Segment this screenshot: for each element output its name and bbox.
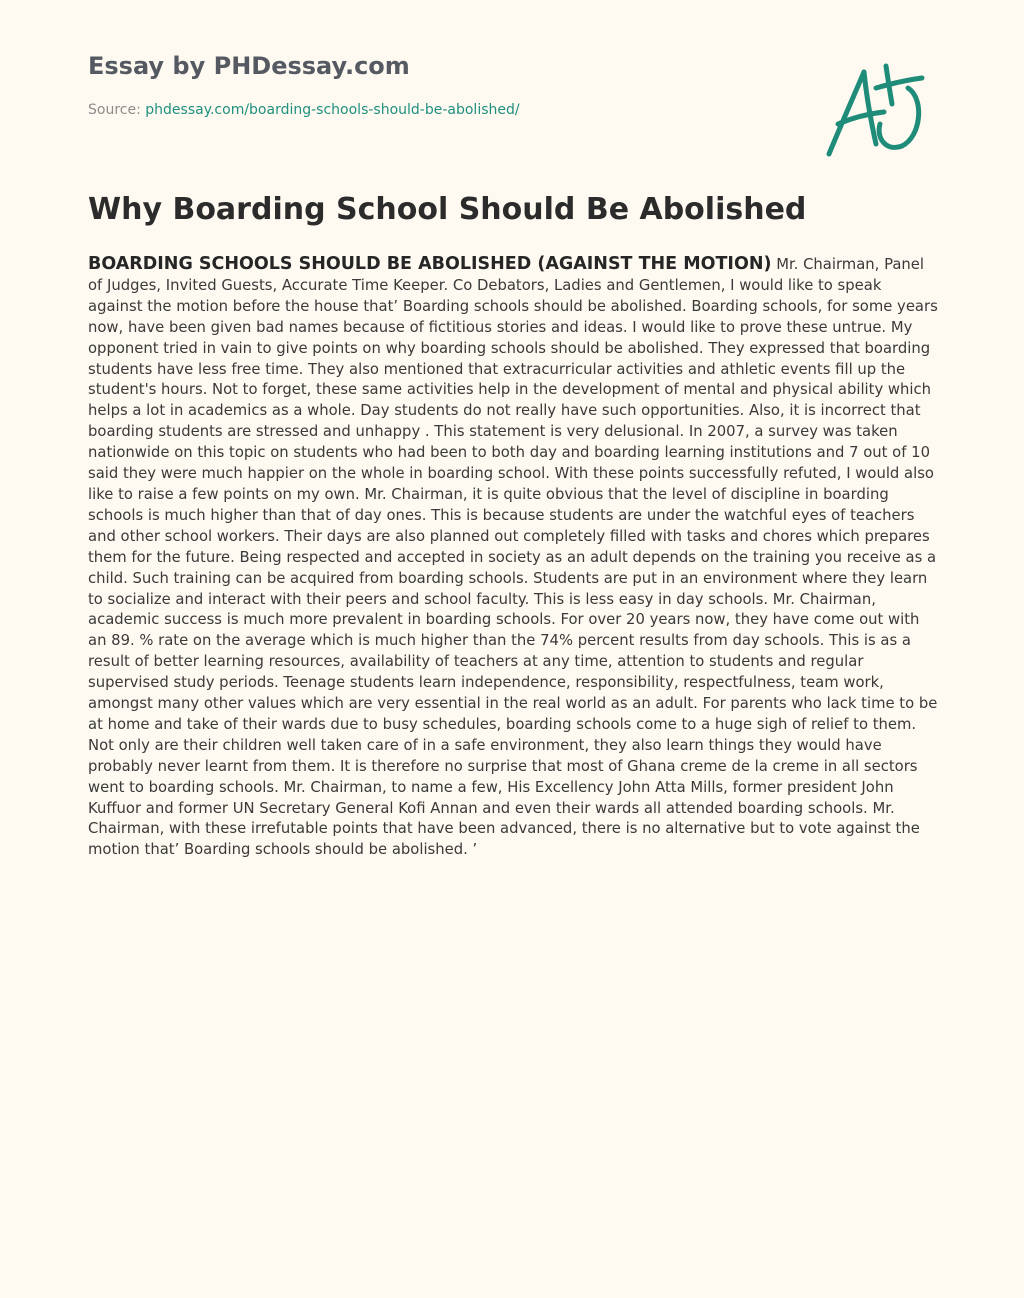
essay-text: Mr. Chairman, Panel of Judges, Invited Guests, Accurate Time Keeper. Co Debators, Ladies and Gentlemen, I would like to speak against the motion before the house that’ Boarding schools should be abolished. Boarding schools, for some years now, have been given bad names because of fictitious stories and ideas. I would like to prove these untrue. My opponent tried in vain to give points on why boarding schools should be abolished. They expressed that boarding students have less free time. They also mentioned that extracurricular activities and athletic events fill up the student's hours. Not to forget, these same activities help in the development of mental and physical ability which helps a lot in academics as a whole. Day students do not really have such opportunities. Also, it is incorrect that boarding students are stressed and unhappy . This statement is very delusional. In 2007, a survey was taken nationwide on this topic on students who had been to both day and boarding learning institutions and 7 out of 10 said they were much happier on the whole in boarding school. With these points successfully refuted, I would also like to raise a few points on my own. Mr. Chairman, it is quite obvious that the level of discipline in boarding schools is much higher than that of day ones. This is because students are under the watchful eyes of teachers and other school workers. Their days are also planned out completely filled with tasks and chores which prepares them for the future. Being respected and accepted in society as an adult depends on the training you receive as a child. Such training can be acquired from boarding schools. Students are put in an environment where they learn to socialize and interact with their peers and school faculty. This is less easy in day schools. Mr. Chairman, academic success is much more prevalent in boarding schools. For over 20 years now, they have come out with an 89. % rate on the average which is much higher than the 74% percent results from day schools. This is as a result of better learning resources, availability of teachers at any time, attention to students and regular supervised study periods. Teenage students learn independence, responsibility, respectfulness, team work, amongst many other values which are very essential in the real world as an adult. For parents who lack time to be at home and take of their wards due to busy schedules, boarding schools come to a huge sigh of relief to them. Not only are their children well taken care of in a safe environment, they also learn things they would have probably never learnt from them. It is therefore no surprise that most of Ghana creme de la creme in all sectors went to boarding schools. Mr. Chairman, to name a few, His Excellency John Atta Mills, former president John Kuffuor and former UN Secretary General Kofi Annan and even their wards all attended boarding schools. Mr. Chairman, with these irrefutable points that have been advanced, there is no alternative but to vote against the motion that’ Boarding schools should be abolished. ’ — [88, 256, 938, 859]
site-brand: Essay by PHDessay.com — [88, 52, 410, 80]
essay-heading: BOARDING SCHOOLS SHOULD BE ABOLISHED (AGAINST THE MOTION) — [88, 254, 772, 274]
essay-body — [88, 254, 940, 861]
source-line — [88, 101, 520, 119]
site-header — [88, 50, 788, 118]
a-plus-logo-icon — [820, 62, 932, 162]
source-link[interactable]: phdessay.com/boarding-schools-should-be-abolished/ — [145, 102, 520, 118]
source-label: Source: — [88, 102, 141, 118]
essay-title: Why Boarding School Should Be Abolished — [88, 192, 807, 227]
